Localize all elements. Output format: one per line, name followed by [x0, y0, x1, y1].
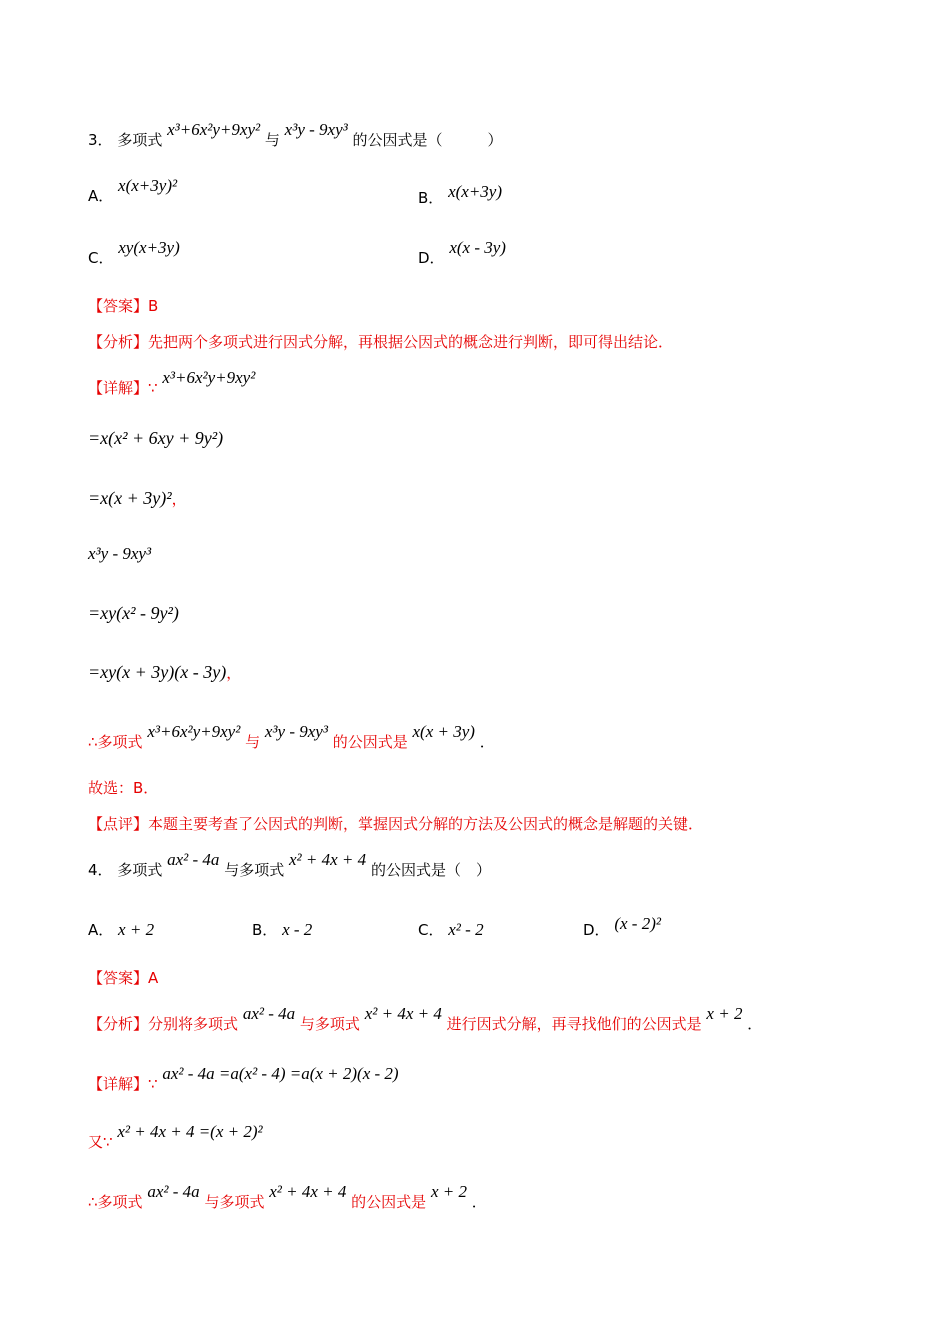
q4-number: 4． — [88, 861, 113, 879]
q4-analysis — [88, 1004, 763, 1034]
period: ． — [471, 1193, 487, 1211]
conclusion-mid: 的公因式是 — [351, 1193, 427, 1211]
option-expr: x² - 2 — [448, 920, 484, 939]
q4-option-d — [583, 914, 661, 940]
option-expr: x(x+3y) — [448, 182, 503, 201]
q3-poly1: x³+6x²y+9xy² — [167, 120, 261, 139]
q4-stem — [88, 850, 491, 880]
therefore-symbol: ∴ — [88, 1193, 98, 1211]
also-symbol: 又∵ — [88, 1133, 113, 1151]
option-label: B． — [252, 921, 278, 939]
q4-stem-suffix: 的公因式是（ ） — [370, 861, 491, 879]
option-label: B． — [418, 189, 444, 207]
option-label: C． — [88, 249, 114, 267]
conclusion-prefix: 多项式 — [97, 733, 143, 751]
comma: ， — [226, 664, 242, 682]
conclusion-mid: 的公因式是 — [332, 733, 408, 751]
q3-step-4: =xy(x² - 9y²) — [88, 603, 179, 623]
analysis-tag: 【分析】 — [88, 1015, 149, 1033]
because-symbol: ∵ — [148, 379, 158, 397]
q4-answer — [88, 968, 158, 988]
analysis-poly2: x² + 4x + 4 — [364, 1004, 442, 1023]
analysis-result: x + 2 — [706, 1004, 743, 1023]
analysis-connector: 与多项式 — [299, 1015, 360, 1033]
q3-step-2: =x(x + 3y)² — [88, 488, 172, 508]
q3-option-d — [418, 238, 506, 268]
q3-comment — [88, 814, 703, 834]
period: ． — [479, 733, 495, 751]
answer-value: A — [148, 969, 159, 987]
q4-also — [88, 1122, 263, 1152]
conclusion-poly1: ax² - 4a — [147, 1182, 200, 1201]
detail-expr: x³+6x²y+9xy² — [162, 368, 256, 387]
q4-conclusion — [88, 1182, 487, 1212]
analysis-poly1: ax² - 4a — [242, 1004, 296, 1023]
conclusion-connector: 与多项式 — [204, 1193, 265, 1211]
q4-option-c — [418, 920, 484, 940]
option-expr: x(x - 3y) — [449, 238, 506, 257]
option-label: A． — [88, 921, 114, 939]
conclusion-result: x + 2 — [430, 1182, 467, 1201]
analysis-prefix: 分别将多项式 — [148, 1015, 239, 1033]
comma: ， — [171, 490, 187, 508]
q3-option-b — [418, 182, 503, 208]
analysis-text: 先把两个多项式进行因式分解，再根据公因式的概念进行判断，即可得出结论． — [148, 333, 674, 351]
q3-step-1: =x(x² + 6xy + 9y²) — [88, 428, 224, 448]
q4-option-b — [252, 920, 312, 940]
answer-value: B — [148, 297, 159, 315]
q4-detail — [88, 1064, 399, 1094]
comment-tag: 【点评】 — [88, 815, 149, 833]
conclusion-poly2: x² + 4x + 4 — [269, 1182, 347, 1201]
also-expr: x² + 4x + 4 =(x + 2)² — [117, 1122, 263, 1141]
q3-connector: 与 — [264, 131, 280, 149]
q3-poly2: x³y - 9xy³ — [284, 120, 348, 139]
q3-step-5: =xy(x + 3y)(x - 3y) — [88, 662, 227, 682]
detail-tag: 【详解】 — [88, 1075, 149, 1093]
option-label: D． — [418, 249, 445, 267]
q4-poly1: ax² - 4a — [167, 850, 220, 869]
detail-tag: 【详解】 — [88, 379, 149, 397]
conclusion-connector: 与 — [245, 733, 261, 751]
q3-option-a — [88, 176, 178, 206]
option-expr: x + 2 — [118, 920, 155, 939]
option-label: C． — [418, 921, 444, 939]
q3-stem — [88, 120, 503, 150]
therefore-symbol: ∴ — [88, 733, 98, 751]
analysis-tag: 【分析】 — [88, 333, 149, 351]
answer-tag: 【答案】 — [88, 297, 149, 315]
option-expr: (x - 2)² — [614, 914, 661, 933]
q3-stem-prefix: 多项式 — [117, 131, 163, 149]
q3-answer — [88, 296, 158, 316]
q3-choose: 故选：B． — [88, 779, 159, 797]
q4-connector: 与多项式 — [224, 861, 285, 879]
option-expr: xy(x+3y) — [118, 238, 180, 257]
because-symbol: ∵ — [148, 1075, 158, 1093]
q4-stem-prefix: 多项式 — [117, 861, 163, 879]
conclusion-poly1: x³+6x²y+9xy² — [147, 722, 241, 741]
conclusion-prefix: 多项式 — [97, 1193, 143, 1211]
conclusion-poly2: x³y - 9xy³ — [264, 722, 328, 741]
q3-stem-suffix: 的公因式是（ ） — [352, 131, 503, 149]
option-expr: x(x+3y)² — [118, 176, 178, 195]
q3-number: 3． — [88, 131, 113, 149]
q3-conclusion — [88, 722, 495, 752]
q4-poly2: x² + 4x + 4 — [289, 850, 367, 869]
q3-analysis — [88, 332, 673, 352]
detail-expr: ax² - 4a =a(x² - 4) =a(x + 2)(x - 2) — [162, 1064, 399, 1083]
q3-step-2-line — [88, 488, 187, 509]
analysis-mid: 进行因式分解，再寻找他们的公因式是 — [446, 1015, 702, 1033]
option-expr: x - 2 — [282, 920, 313, 939]
q4-option-a — [88, 920, 154, 940]
q3-step-5-line — [88, 662, 241, 683]
option-label: A． — [88, 187, 114, 205]
comment-text: 本题主要考查了公因式的判断，掌握因式分解的方法及公因式的概念是解题的关键． — [148, 815, 704, 833]
answer-tag: 【答案】 — [88, 969, 149, 987]
period: ． — [747, 1015, 763, 1033]
q3-option-c — [88, 238, 180, 268]
q3-detail — [88, 368, 256, 398]
option-label: D． — [583, 921, 610, 939]
conclusion-result: x(x + 3y) — [412, 722, 475, 741]
q3-step-3: x³y - 9xy³ — [88, 544, 152, 563]
